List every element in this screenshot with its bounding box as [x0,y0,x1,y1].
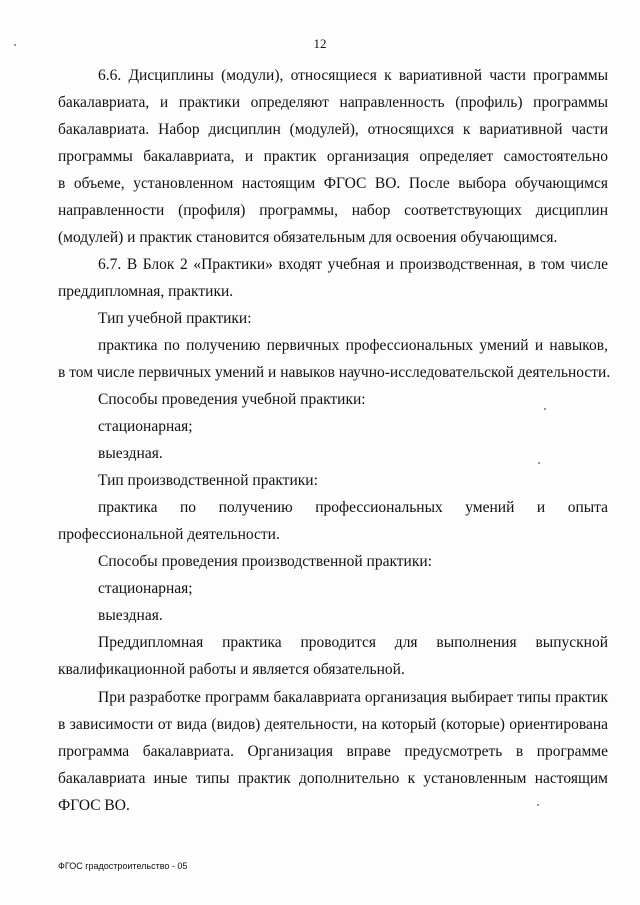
paragraph-6-7 [58,251,608,305]
text-line: 6.7. В Блок 2 «Практики» входят учебная и производственная, в том числе [98,256,608,273]
text-line: в зависимости от вида (видов) деятельности, на который (которые) ориентирована [58,716,608,733]
text-line: квалификационной работы и является обязательной. [58,661,405,678]
text-line: направленности (профиля) программы, набор соответствующих дисциплин [58,202,608,219]
paragraph-stationary-1 [58,413,608,440]
paragraph-production-practice-methods [58,548,608,575]
text-line: в том числе первичных умений и навыков научно-исследовательской деятельности. [58,364,611,381]
text-line: Тип производственной практики: [98,472,318,489]
paragraph-production-practice-desc [58,494,608,548]
text-line: выездная. [98,445,163,462]
text-line: стационарная; [98,580,193,597]
scan-speck [537,804,539,806]
text-line: практика по получению профессиональных умений и опыта [98,499,608,516]
paragraph-stationary-2 [58,575,608,602]
page-number: 12 [313,36,327,51]
paragraph-program-development [58,684,608,819]
paragraph-production-practice-type [58,467,608,494]
text-line: При разработке программ бакалавриата организация выбирает типы практик [98,689,608,706]
text-line: (модулей) и практик становится обязательным для освоения обучающимся. [58,229,558,246]
text-line: Преддипломная практика проводится для выполнения выпускной [98,634,608,651]
text-line: программа бакалавриата. Организация вправе предусмотреть в программе [58,743,608,760]
paragraph-training-practice-methods [58,386,608,413]
text-line: практика по получению первичных профессиональных умений и навыков, [98,337,608,354]
text-line: в объеме, установленном настоящим ФГОС ВО. После выбора обучающимся [58,175,608,192]
paragraph-6-6 [58,62,608,251]
text-line: преддипломная, практики. [58,283,234,300]
text-line: программы бакалавриата, и практик организация определяет самостоятельно [58,148,608,165]
text-line: профессиональной деятельности. [58,526,280,543]
scan-speck [544,408,546,410]
text-line: бакалавриата иные типы практик дополнительно к установленным настоящим [58,770,608,787]
text-line: стационарная; [98,418,193,435]
paragraph-predegree-practice [58,629,608,683]
paragraph-field-2 [58,602,608,629]
paragraph-training-practice-desc [58,332,611,386]
text-line: Тип учебной практики: [98,310,252,327]
text-line: выездная. [98,607,163,624]
scan-speck [538,462,540,464]
paragraph-training-practice-type [58,305,608,332]
text-line: бакалавриата. Набор дисциплин (модулей), относящихся к вариативной части [58,121,608,138]
text-line: Способы проведения учебной практики: [98,391,366,408]
text-line: бакалавриата, и практики определяют направленность (профиль) программы [58,94,608,111]
document-footer: ФГОС градостроительство - 05 [58,861,188,871]
paragraph-field-1 [58,440,608,467]
text-line: ФГОС ВО. [58,797,130,814]
text-line: 6.6. Дисциплины (модули), относящиеся к вариативной части программы [98,67,608,84]
text-line: Способы проведения производственной практики: [98,553,432,570]
scan-speck [14,44,16,46]
